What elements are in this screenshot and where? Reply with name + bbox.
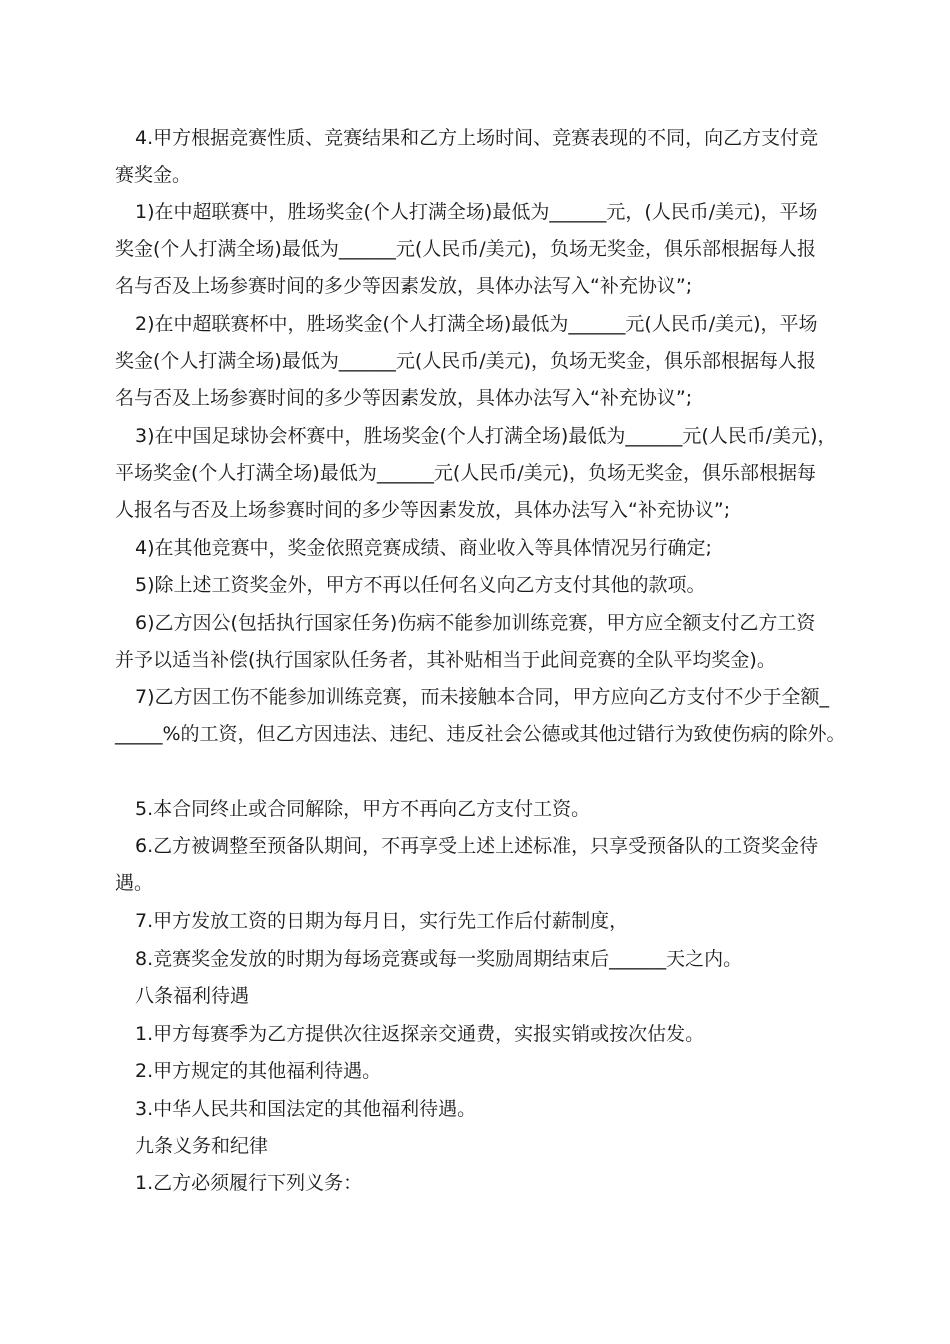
paragraph-6-line-2: 遇。 [115, 872, 154, 894]
paragraph-4-2-line-2: 奖金(个人打满全场)最低为______元(人民币/美元)，负场无奖金，俱乐部根据每人报 [115, 350, 817, 372]
paragraph-7-line-1: 7.甲方发放工资的日期为每月日，实行先工作后付薪制度， [135, 910, 629, 932]
paragraph-4-6-line-2: 并予以适当补偿(执行国家队任务者，其补贴相当于此间竞赛的全队平均奖金)。 [115, 649, 776, 671]
article-8-item-2: 2.甲方规定的其他福利待遇。 [135, 1060, 382, 1082]
paragraph-4-1-line-2: 奖金(个人打满全场)最低为______元(人民币/美元)，负场无奖金，俱乐部根据每人报 [115, 238, 817, 260]
paragraph-4-2-line-3: 名与否及上场参赛时间的多少等因素发放，具体办法写入“补充协议”; [115, 387, 693, 409]
paragraph-4-1-line-3: 名与否及上场参赛时间的多少等因素发放，具体办法写入“补充协议”; [115, 275, 693, 297]
paragraph-4-2-line-1: 2)在中超联赛杯中，胜场奖金(个人打满全场)最低为______元(人民币/美元)，平场 [135, 313, 818, 335]
paragraph-5-line-1: 5.本合同终止或合同解除，甲方不再向乙方支付工资。 [135, 798, 591, 820]
paragraph-4-line-1: 4.甲方根据竞赛性质、竞赛结果和乙方上场时间、竞赛表现的不同，向乙方支付竞 [135, 127, 819, 149]
article-8-heading: 八条福利待遇 [135, 985, 250, 1007]
article-9-item-1: 1.乙方必须履行下列义务： [135, 1172, 363, 1194]
paragraph-4-line-2: 赛奖金。 [115, 164, 192, 186]
article-8-item-3: 3.中华人民共和国法定的其他福利待遇。 [135, 1098, 477, 1120]
paragraph-4-5-line-1: 5)除上述工资奖金外，甲方不再以任何名义向乙方支付其他的款项。 [135, 574, 706, 596]
paragraph-4-6-line-1: 6)乙方因公(包括执行国家任务)伤病不能参加训练竞赛，甲方应全额支付乙方工资 [135, 612, 816, 634]
paragraph-4-4-line-1: 4)在其他竞赛中，奖金依照竞赛成绩、商业收入等具体情况另行确定; [135, 537, 712, 559]
paragraph-4-1-line-1: 1)在中超联赛中，胜场奖金(个人打满全场)最低为______元，(人民币/美元)，平场 [135, 201, 818, 223]
paragraph-4-3-line-2: 平场奖金(个人打满全场)最低为______元(人民币/美元)，负场无奖金，俱乐部根据每 [115, 462, 817, 484]
paragraph-6-line-1: 6.乙方被调整至预备队期间，不再享受上述上述标准，只享受预备队的工资奖金待 [135, 835, 819, 857]
paragraph-4-3-line-1: 3)在中国足球协会杯赛中，胜场奖金(个人打满全场)最低为______元(人民币/美元)， [135, 425, 837, 447]
article-9-heading: 九条义务和纪律 [135, 1135, 269, 1157]
paragraph-8-line-1: 8.竞赛奖金发放的时期为每场竞赛或每一奖励周期结束后______天之内。 [135, 948, 743, 970]
paragraph-4-7-line-1: 7)乙方因工伤不能参加训练竞赛，而未接触本合同，甲方应向乙方支付不少于全额_ [135, 686, 830, 708]
article-8-item-1: 1.甲方每赛季为乙方提供次往返探亲交通费，实报实销或按次估发。 [135, 1023, 705, 1045]
paragraph-4-7-line-2: _____%的工资，但乙方因违法、违纪、违反社会公德或其他过错行为致使伤病的除外。 [115, 723, 846, 745]
paragraph-4-3-line-3: 人报名与否及上场参赛时间的多少等因素发放，具体办法写入“补充协议”; [115, 499, 731, 521]
